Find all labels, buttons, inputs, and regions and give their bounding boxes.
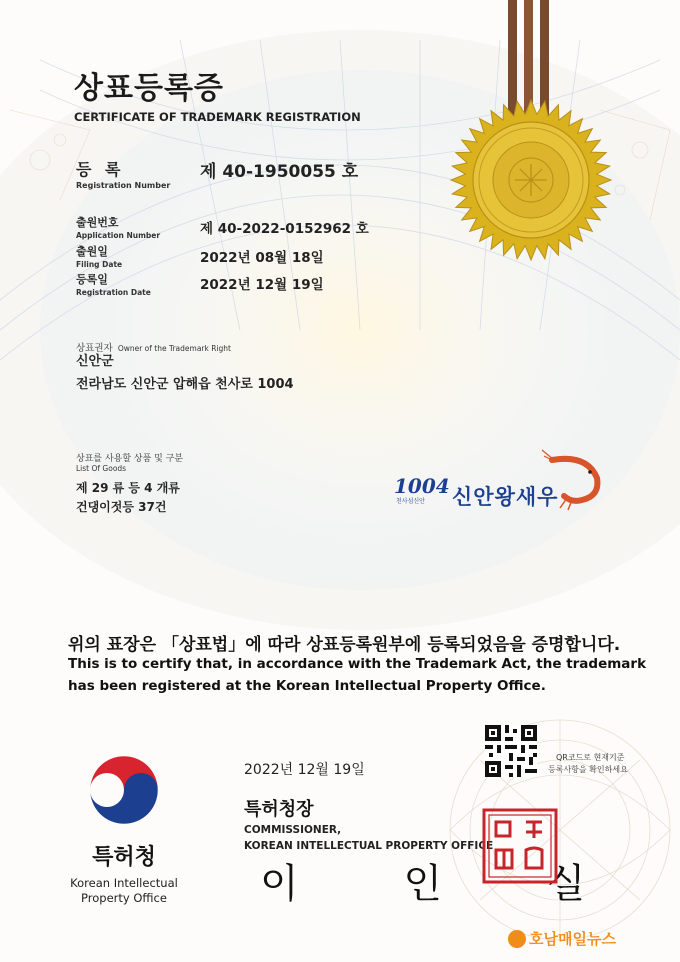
kipo-name-en-2: Property Office: [81, 891, 167, 905]
kipo-name-ko: 특허청: [92, 845, 156, 870]
qr-note-2: 등록사항을 확인하세요: [548, 765, 628, 774]
watermark-logo-icon: [508, 930, 526, 948]
commissioner-en-1: COMMISSIONER,: [244, 824, 342, 836]
commissioner-en-2: KOREAN INTELLECTUAL PROPERTY OFFICE: [244, 840, 494, 852]
goods-label-ko: 상표를 사용할 상품 및 구분: [76, 454, 184, 464]
filing-label-en: Filing Date: [76, 260, 123, 269]
registration-label-en: Registration Number: [76, 181, 171, 190]
kipo-emblem-icon: [84, 750, 164, 830]
owner-label-ko: 상표권자: [76, 343, 113, 354]
registration-number: 제 40-1950055 호: [200, 162, 359, 182]
qr-code-icon[interactable]: [485, 725, 537, 777]
application-number: 제 40-2022-0152962 호: [200, 221, 369, 237]
official-stamp: [480, 806, 560, 886]
logo-small: 천사섬신안: [396, 498, 425, 505]
application-label-ko: 출원번호: [76, 216, 119, 229]
filing-date: 2022년 08월 18일: [200, 250, 324, 266]
application-label-en: Application Number: [76, 231, 161, 240]
filing-label-ko: 출원일: [76, 245, 108, 258]
watermark-text: 호남매일뉴스: [529, 930, 616, 948]
goods-label-en: List Of Goods: [76, 464, 127, 473]
owner-address: 전라남도 신안군 압해읍 천사로 1004: [76, 377, 294, 392]
logo-number: 1004: [394, 474, 450, 498]
issue-date: 2022년 12월 19일: [244, 762, 365, 778]
registration-date-label-ko: 등록일: [76, 273, 108, 286]
registration-label-ko: 등 록: [76, 160, 125, 179]
certify-en-2: has been registered at the Korean Intellectual Property Office.: [68, 678, 546, 694]
goods-items: 건댕이젓등 37건: [76, 500, 167, 514]
certify-ko: 위의 표장은 「상표법」에 따라 상표등록원부에 등록되었음을 증명합니다.: [68, 635, 621, 655]
trademark-logo: [392, 448, 607, 518]
title-ko: 상표등록증: [74, 71, 224, 106]
signature: 이 인 실: [260, 861, 632, 907]
watermark: [508, 928, 616, 949]
logo-text: 신안왕새우: [452, 485, 559, 509]
owner-name: 신안군: [76, 354, 114, 369]
goods-class: 제 29 류 등 4 개류: [76, 481, 180, 495]
owner-label-en: Owner of the Trademark Right: [117, 344, 231, 353]
commissioner-ko: 특허청장: [244, 799, 314, 820]
registration-date: 2022년 12월 19일: [200, 277, 324, 293]
certify-en-1: This is to certify that, in accordance with the Trademark Act, the trademark: [68, 656, 647, 672]
qr-note-1: QR코드로 현재기준: [556, 753, 625, 762]
ribbon: [508, 0, 549, 120]
kipo-name-en-1: Korean Intellectual: [70, 876, 178, 890]
title-en: CERTIFICATE OF TRADEMARK REGISTRATION: [74, 110, 361, 124]
registration-date-label-en: Registration Date: [76, 288, 151, 297]
